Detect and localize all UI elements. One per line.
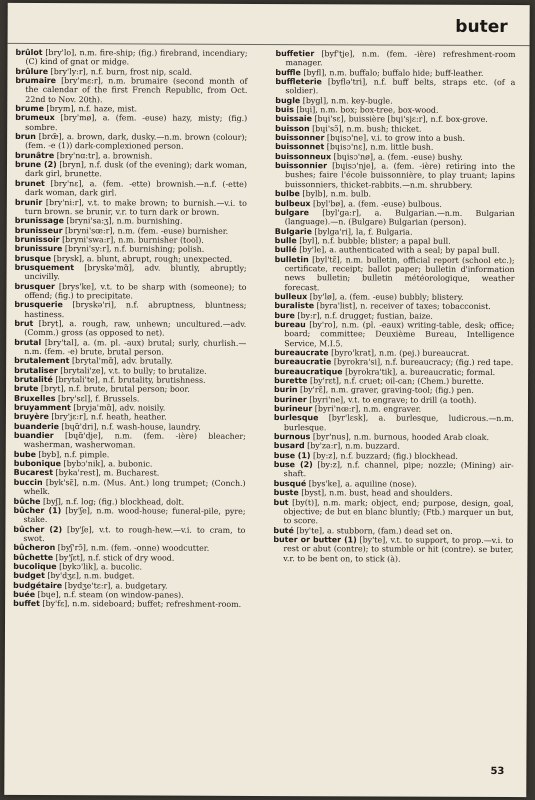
entry-headword: brûlot <box>15 47 43 58</box>
page-number: 53 <box>490 765 505 778</box>
entry-headword: bulbeux <box>274 198 311 208</box>
entry-definition: [bydʒe'tɛ:r], a. budgetary. <box>64 580 168 591</box>
entry-definition: [by'ʃe], n.m. wood-house; funeral-pile, pyre; stake. <box>23 505 246 525</box>
entry-definition: [by'dʒɛ], n.m. budget. <box>47 571 135 581</box>
entry-headword: bulleux <box>274 291 308 302</box>
entry-definition: [bryn], n.f. dusk (of the evening); dark woman, dark girl, brunette. <box>24 160 248 179</box>
entry-headword: Bruxelles <box>13 393 56 403</box>
entry-headword: burlesque <box>273 413 319 423</box>
entry-headword: busard <box>273 441 305 451</box>
entry-definition: [bry'tal], a. (m. pl. -aux) brutal; surly, churlish.—n.m. (fem. -e) brute, brutal person. <box>24 337 247 357</box>
entry-headword: brun <box>15 131 36 142</box>
entry-definition: [by:z], n.f. channel, pipe; nozzle; (Mining) air-shaft. <box>283 460 514 479</box>
entry-headword: bube <box>13 449 37 459</box>
entry-definition: [bɥisɔ'nɛ], n.m. little bush. <box>326 142 434 153</box>
entry-headword: brûlure <box>15 66 49 76</box>
entry-definition: [bry'mø], a. (fem. -euse) hazy, misty; (fig.) sombre. <box>25 113 248 132</box>
entry-headword: bûcher (1) <box>13 505 62 515</box>
entry-headword: bûchette <box>13 552 54 562</box>
entry-definition: [bygl], n.m. key-bugle. <box>302 95 393 106</box>
entry-definition: [bryskə'ri], n.f. abruptness, bluntness; hastiness. <box>24 300 247 319</box>
right-column <box>273 49 515 564</box>
entry-definition: [bys'ke], a. aquiline (nose). <box>308 478 417 489</box>
entry-headword: brutal <box>14 337 42 347</box>
entry-definition: [by'ro], n.m. (pl. -eaux) writing-table, desk; office; board; committee; Deuxième Bureau, Intelligence Service, M.I.5. <box>284 320 515 348</box>
entry-headword: buraliste <box>274 301 315 311</box>
entry-headword: bureaucratique <box>274 366 343 377</box>
entry-definition: [bryni'sy:r], n.f. burnishing; polish. <box>64 244 205 254</box>
dictionary-entry <box>275 49 515 69</box>
entry-headword: buis <box>275 105 294 115</box>
entry-definition: [byl'tɛ̃], n.m. bulletin, official report (school etc.); certificate, receipt; ballot paper; bulletin d'information news bulletin; bulletin météorologique, weather forecast. <box>284 254 515 292</box>
entry-definition: [by'te], v.t. to support, to prop.—v.i. to rest or abut (contre); to stumble or hit (contre). se buter, v.r. to be bent on, to stick (à). <box>283 535 514 564</box>
entry-headword: bruyère <box>13 412 49 422</box>
left-column <box>13 48 247 610</box>
entry-definition: [bry'mɛ:r], n.m. brumaire (second month of the calendar of the first French Republic, from Oct. 22nd to Nov. 20th). <box>25 76 248 104</box>
entry-definition: [byro'krat], n.m. (pej.) bureaucrat. <box>331 348 470 358</box>
dictionary-entry <box>14 281 246 301</box>
entry-headword: burineur <box>273 404 313 414</box>
entry-definition: [bry'sɛl], f. Brussels. <box>57 393 140 404</box>
entry-headword: brutaliser <box>14 365 58 375</box>
entry-headword: bulbe <box>274 189 300 199</box>
entry-definition: [by'te], a. stubborn, (fam.) dead set on. <box>296 525 453 536</box>
entry-headword: bureaucratie <box>274 357 332 367</box>
entry-definition: [by'ʃɛt], n.f. stick of dry wood. <box>55 552 175 563</box>
entry-headword: brunissage <box>14 216 65 226</box>
entry-definition: [bryskə'mɑ̃], adv. bluntly, abruptly; uncivilly. <box>24 263 247 282</box>
entry-definition: [bry'ni:r], v.t. to make brown; to burnish.—v.i. to turn brown. se brunir, v.r. to turn dark or brown. <box>24 197 247 217</box>
entry-headword: buée <box>13 589 36 599</box>
entry-headword: brunissoir <box>14 234 60 244</box>
entry-definition: [brys'ke], v.t. to be sharp with (someone); to offend; (fig.) to precipitate. <box>24 281 247 301</box>
entry-definition: [byfl], n.m. buffalo; buffalo hide; buff-leather. <box>303 67 484 78</box>
entry-headword: buse (1) <box>273 450 311 460</box>
entry-headword: brunisseur <box>14 225 63 235</box>
entry-definition: [byri'ne], v.t. to engrave; to drill (a tooth). <box>309 394 477 405</box>
entry-definition: [byrokra'si], n.f. bureaucracy; (fig.) red tape. <box>333 357 514 368</box>
entry-headword: brut <box>14 318 34 328</box>
entry-headword: burnous <box>273 432 311 442</box>
dictionary-entry <box>274 460 514 480</box>
entry-definition: [byf'tje], n.m. (fem. -ière) refreshment-room manager. <box>285 49 516 68</box>
entry-headword: brunet <box>14 178 45 188</box>
entry-definition: [brysk], a. blunt, abrupt, rough; unexpected. <box>53 253 233 264</box>
entry-headword: buissonnier <box>275 161 328 171</box>
dictionary-entry <box>14 338 246 358</box>
entry-definition: [bry'nɛ], a. (fem. -ette) brownish.—n.f. (-ette) dark woman, dark girl. <box>24 178 247 198</box>
entry-headword: bûcheron <box>13 543 56 553</box>
entry-definition: [bɥe], n.f. steam (on window-panes). <box>37 589 184 600</box>
entry-headword: but <box>273 497 289 507</box>
entry-headword: budget <box>13 571 45 581</box>
guideword-header: buter <box>455 16 508 38</box>
entry-definition: [byri'nœ:r], n.m. engraver. <box>314 404 422 414</box>
entry-headword: brumeux <box>15 113 55 123</box>
entry-headword: buissonnet <box>275 142 325 152</box>
entry-headword: bulgare <box>274 207 310 218</box>
entry-definition: [by'le], a. authenticated with a seal; by papal bull. <box>299 245 500 256</box>
entry-definition: [bry'nɑ:tr], a. brownish. <box>56 150 153 161</box>
entry-definition: [byl'ga:r], a. Bulgarian.—n.m. Bulgarian (language).—n. (Bulgare) Bulgarian (person). <box>284 208 515 228</box>
entry-headword: buisson <box>275 123 310 133</box>
entry-definition: [brœ̃], a. brown, dark, dusky.—n.m. brown (colour); (fem. -e (1)) dark-complexioned person. <box>25 132 248 152</box>
entry-headword: bruyamment <box>13 402 71 413</box>
entry-definition: [byflə'tri], n.f. buff belts, straps etc. (of a soldier). <box>285 77 516 96</box>
entry-definition: [by(t)], n.m. mark; object, end; purpose, design, goal, objective; de but en blanc bluntly; (Ftb.) marquer un but, to score. <box>283 497 514 526</box>
dictionary-entry <box>274 255 514 293</box>
entry-definition: [bylb], n.m. bulb. <box>302 189 371 199</box>
dictionary-entry <box>15 76 247 105</box>
entry-definition: [byk'sɛ̃], n.m. (Mus. Ant.) long trumpet; (Conch.) whelk. <box>23 477 246 497</box>
entry-definition: [byb], n.f. pimple. <box>38 449 110 460</box>
entry-definition: [byl'bø], a. (fem. -euse) bulbous. <box>313 198 442 209</box>
entry-definition: [by:z], n.f. buzzard; (fig.) blockhead. <box>313 450 458 461</box>
dictionary-entry <box>273 498 513 527</box>
entry-headword: buffle <box>275 67 301 77</box>
dictionary-page <box>4 3 529 797</box>
entry-headword: bucolique <box>13 561 57 571</box>
dictionary-entry <box>15 197 247 217</box>
dictionary-entry <box>13 506 245 526</box>
dictionary-entry <box>14 431 246 451</box>
entry-definition: [bryja'mɑ̃], adv. noisily. <box>73 403 166 413</box>
entry-definition: [bryni'swa:r], n.m. burnisher (tool). <box>62 234 204 245</box>
entry-definition: [bryni'sœ:r], n.m. (fem. -euse) burnisher. <box>64 225 229 236</box>
dictionary-entry <box>14 319 246 339</box>
entry-headword: bureau <box>274 320 306 330</box>
entry-headword: buste <box>273 488 299 498</box>
entry-headword: busqué <box>273 478 307 488</box>
entry-definition: [by'fɛ], n.m. sideboard; buffet; refreshment-room. <box>42 599 242 610</box>
dictionary-entry <box>275 245 515 255</box>
entry-headword: buandier <box>13 430 54 441</box>
dictionary-entry <box>274 413 514 433</box>
entry-definition: [by'za:r], n.m. buzzard. <box>307 441 400 452</box>
entry-definition: [bɥi'sɛ], buissière [bɥi'sjɛ:r], n.f. box-grove. <box>314 114 488 125</box>
entry-headword: brusquement <box>14 262 75 273</box>
entry-definition: [bry'jɛ:r], n.f. heath, heather. <box>51 412 167 422</box>
entry-headword: bûcher (2) <box>13 524 63 534</box>
dictionary-entry <box>274 320 514 349</box>
entry-definition: [byl], n.f. bubble; blister; a papal bull. <box>299 236 451 246</box>
entry-definition: [bɥisɔ'ne], v.i. to grow into a bush. <box>326 133 466 143</box>
entry-definition: [byʃ'rɔ̃], n.m. (fem. -onne) woodcutter. <box>57 543 210 553</box>
dictionary-entry <box>15 160 247 180</box>
entry-headword: bulletin <box>274 254 309 264</box>
entry-headword: bulle <box>274 235 297 246</box>
entry-headword: burin <box>274 385 298 395</box>
entry-headword: buanderie <box>13 421 60 431</box>
entry-headword: brunissure <box>14 244 63 254</box>
entry-definition: [bry'lo], n.m. fire-ship; (fig.) firebrand, incendiary; (C) kind of gnat or midge. <box>25 48 248 67</box>
dictionary-entry <box>15 263 247 283</box>
entry-headword: buffetier <box>275 49 315 59</box>
entry-headword: brusquerie <box>14 300 63 310</box>
entry-definition: [byr'nus], n.m. burnous, hooded Arab cloak. <box>312 432 489 443</box>
entry-definition: [bɥisɔ'nø], a. (fem. -euse) bushy. <box>333 152 463 162</box>
entry-definition: [by'rɛ̃], n.m. graver, graving-tool; (fig.) pen. <box>300 385 474 396</box>
entry-definition: [by:r], n.f. drugget; fustian, baize. <box>297 310 433 321</box>
dictionary-entry <box>15 132 247 152</box>
entry-headword: buriner <box>273 394 307 404</box>
entry-headword: brumaire <box>15 75 57 86</box>
entry-definition: [bryni'sa:ʒ], n.m. burnishing. <box>66 216 183 226</box>
entry-headword: budgétaire <box>13 580 63 590</box>
entry-headword: bûche <box>13 496 41 506</box>
dictionary-entry <box>275 208 515 228</box>
dictionary-entry <box>14 300 246 320</box>
entry-definition: [byʃ], n.f. log; (fig.) blockhead, dolt. <box>42 496 185 507</box>
dictionary-entry <box>275 161 515 190</box>
entry-headword: bure <box>274 310 295 320</box>
entry-definition: [bryt], n.f. brute, brutal person; boor. <box>40 384 190 395</box>
dictionary-entry <box>273 535 513 564</box>
entry-headword: brune (2) <box>15 160 57 170</box>
dictionary-entry <box>13 599 245 609</box>
dictionary-entry <box>15 48 247 68</box>
entry-definition: [byr'lɛsk], a. burlesque, ludicrous.—n.m. burlesque. <box>283 413 514 433</box>
entry-headword: Bucarest <box>13 468 54 478</box>
entry-definition: [by'rɛt], n.f. cruet; oil-can; (Chem.) burette. <box>309 376 484 386</box>
dictionary-entry <box>15 179 247 199</box>
entry-definition: [bykɔ'lik], a. bucolic. <box>59 562 143 572</box>
entry-headword: brusque <box>14 253 52 263</box>
entry-definition: [by'ʃe], v.t. to rough-hew.—v.i. to cram, to swot. <box>23 524 246 543</box>
entry-definition: [brytal'mɑ̃], adv. brutally. <box>71 356 173 366</box>
entry-definition: [byka'rest], m. Bucharest. <box>55 468 160 478</box>
entry-headword: buter or butter (1) <box>273 534 357 545</box>
entry-headword: brutalement <box>14 356 70 366</box>
entry-headword: buffet <box>13 599 40 609</box>
dictionary-entry <box>275 189 515 199</box>
entry-definition: [byst], n.m. bust, head and shoulders. <box>301 488 453 498</box>
entry-headword: Bulgarie <box>274 226 313 236</box>
entry-headword: buccin <box>13 477 43 487</box>
entry-definition: [by'lø], a. (fem. -euse) bubbly; blistery. <box>309 292 464 302</box>
entry-headword: brusquer <box>14 281 55 291</box>
entry-headword: brunir <box>14 197 43 207</box>
entry-headword: buse (2) <box>273 460 313 470</box>
entry-definition: [bɥi], n.m. box; box-tree, box-wood. <box>296 105 439 115</box>
entry-definition: [bybɔ'nik], a. bubonic. <box>63 459 153 469</box>
entry-headword: bubonique <box>13 459 62 469</box>
dictionary-entry <box>13 524 245 544</box>
entry-headword: brume <box>15 103 45 114</box>
entry-definition: [byrokra'tik], a. bureaucratic; formal. <box>345 367 496 377</box>
dictionary-entry <box>14 478 246 498</box>
entry-headword: bullé <box>274 245 297 255</box>
entry-headword: brutalité <box>14 374 53 385</box>
entry-headword: buffleterie <box>275 77 322 87</box>
entry-headword: burette <box>274 376 308 386</box>
entry-definition: [brytali'te], n.f. brutality, brutishness. <box>55 375 206 385</box>
entry-headword: bureaucrate <box>274 348 329 358</box>
entry-definition: [bryt], a. rough, raw, unhewn; uncultured.—adv. (Comm.) gross (as opposed to net). <box>24 318 247 338</box>
entry-definition: [brytali'ze], v.t. to bully; to brutalize. <box>60 365 207 376</box>
entry-definition: [brym], n.f. haze, mist. <box>46 104 138 114</box>
entry-headword: buissonner <box>275 133 325 143</box>
entry-definition: [bylga'ri], la, f. Bulgaria. <box>314 226 413 237</box>
entry-definition: [bɥɑ̃'dje], n.m. (fem. -ière) bleacher; washerman, washerwoman. <box>23 431 246 450</box>
entry-headword: brunâtre <box>15 150 55 160</box>
entry-definition: [bɥɑ̃'dri], n.f. wash-house, laundry. <box>61 421 201 432</box>
entry-headword: buissonneux <box>275 151 332 162</box>
entry-headword: bugle <box>275 95 301 105</box>
header-rule <box>8 43 530 46</box>
dictionary-entry <box>275 77 515 97</box>
entry-headword: buté <box>273 525 294 535</box>
entry-headword: brute <box>14 384 39 394</box>
entry-definition: [bɥi'sɔ̃], n.m. bush; thicket. <box>312 123 422 134</box>
dictionary-entry <box>15 113 247 133</box>
entry-headword: buissaie <box>275 114 312 124</box>
entry-definition: [byra'list], n. receiver of taxes; tobacconist. <box>316 301 491 312</box>
entry-definition: [bry'ly:r], n.f. burn, frost nip, scald. <box>50 66 193 77</box>
entry-definition: [bɥisɔ'nje], a. (fem. -ière) retiring into the bushes; faire l'école buissonnière, to play truant; lapins buissonniers, thicket-rabbits.—n.m. shrubbery. <box>284 161 516 190</box>
